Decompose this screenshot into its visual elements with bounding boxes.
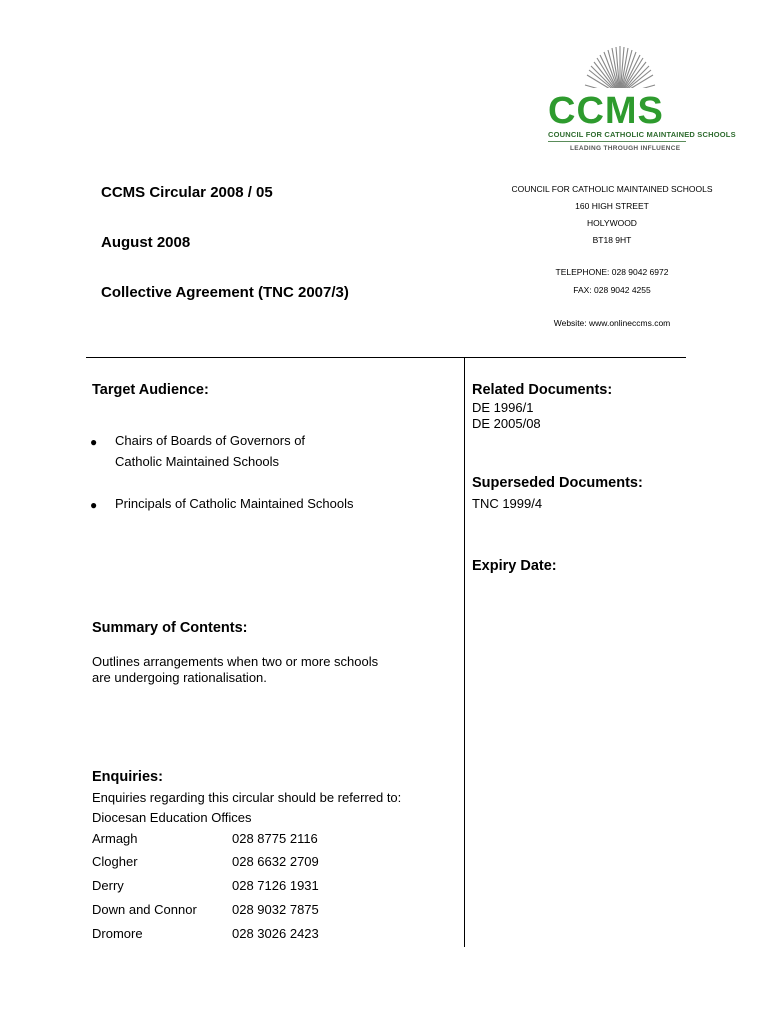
target-item-1-line2: Catholic Maintained Schools [115,454,280,469]
circular-date: August 2008 [101,234,191,251]
bullet-icon: ● [90,435,98,449]
summary-line-2: are undergoing rationalisation. [92,670,267,685]
contact-phone: 028 9032 7875 [232,902,319,917]
summary-heading: Summary of Contents: [92,620,248,636]
contact-place: Dromore [92,926,143,941]
address-org: COUNCIL FOR CATHOLIC MAINTAINED SCHOOLS [511,184,713,194]
target-audience-heading: Target Audience: [92,382,209,398]
circular-number: CCMS Circular 2008 / 05 [101,184,273,201]
target-item-2: Principals of Catholic Maintained Schools [115,496,354,511]
contact-place: Down and Connor [92,902,197,917]
contact-phone: 028 7126 1931 [232,878,319,893]
address-telephone: TELEPHONE: 028 9042 6972 [555,267,669,277]
expiry-date-heading: Expiry Date: [472,558,557,574]
address-website: Website: www.onlineccms.com [553,318,671,328]
enquiries-intro: Enquiries regarding this circular should be referred to: [92,790,402,805]
contact-place: Armagh [92,831,138,846]
logo-wordmark: CCMS [548,90,664,132]
enquiries-office: Diocesan Education Offices [92,810,252,825]
enquiries-heading: Enquiries: [92,769,163,785]
superseded-documents-heading: Superseded Documents: [472,475,643,491]
superseded-document-item: TNC 1999/4 [472,496,543,511]
logo-subtitle: COUNCIL FOR CATHOLIC MAINTAINED SCHOOLS [548,130,736,139]
related-document-item: DE 1996/1 [472,400,534,415]
address-fax: FAX: 028 9042 4255 [573,285,651,295]
bullet-icon: ● [90,498,98,512]
contact-place: Derry [92,878,124,893]
address-postcode: BT18 9HT [592,235,632,245]
logo-tagline: LEADING THROUGH INFLUENCE [570,145,681,152]
address-town: HOLYWOOD [587,218,637,228]
related-document-item: DE 2005/08 [472,416,541,431]
target-item-1-line1: Chairs of Boards of Governors of [115,433,306,448]
contact-phone: 028 3026 2423 [232,926,319,941]
summary-line-1: Outlines arrangements when two or more schools [92,654,379,669]
logo-divider [548,141,686,142]
circular-subject: Collective Agreement (TNC 2007/3) [101,284,349,301]
horizontal-divider [86,357,686,358]
related-documents-heading: Related Documents: [472,382,613,398]
contact-phone: 028 8775 2116 [232,831,318,846]
address-street: 160 HIGH STREET [575,201,649,211]
contact-place: Clogher [92,854,138,869]
contact-phone: 028 6632 2709 [232,854,319,869]
vertical-divider [464,357,465,947]
